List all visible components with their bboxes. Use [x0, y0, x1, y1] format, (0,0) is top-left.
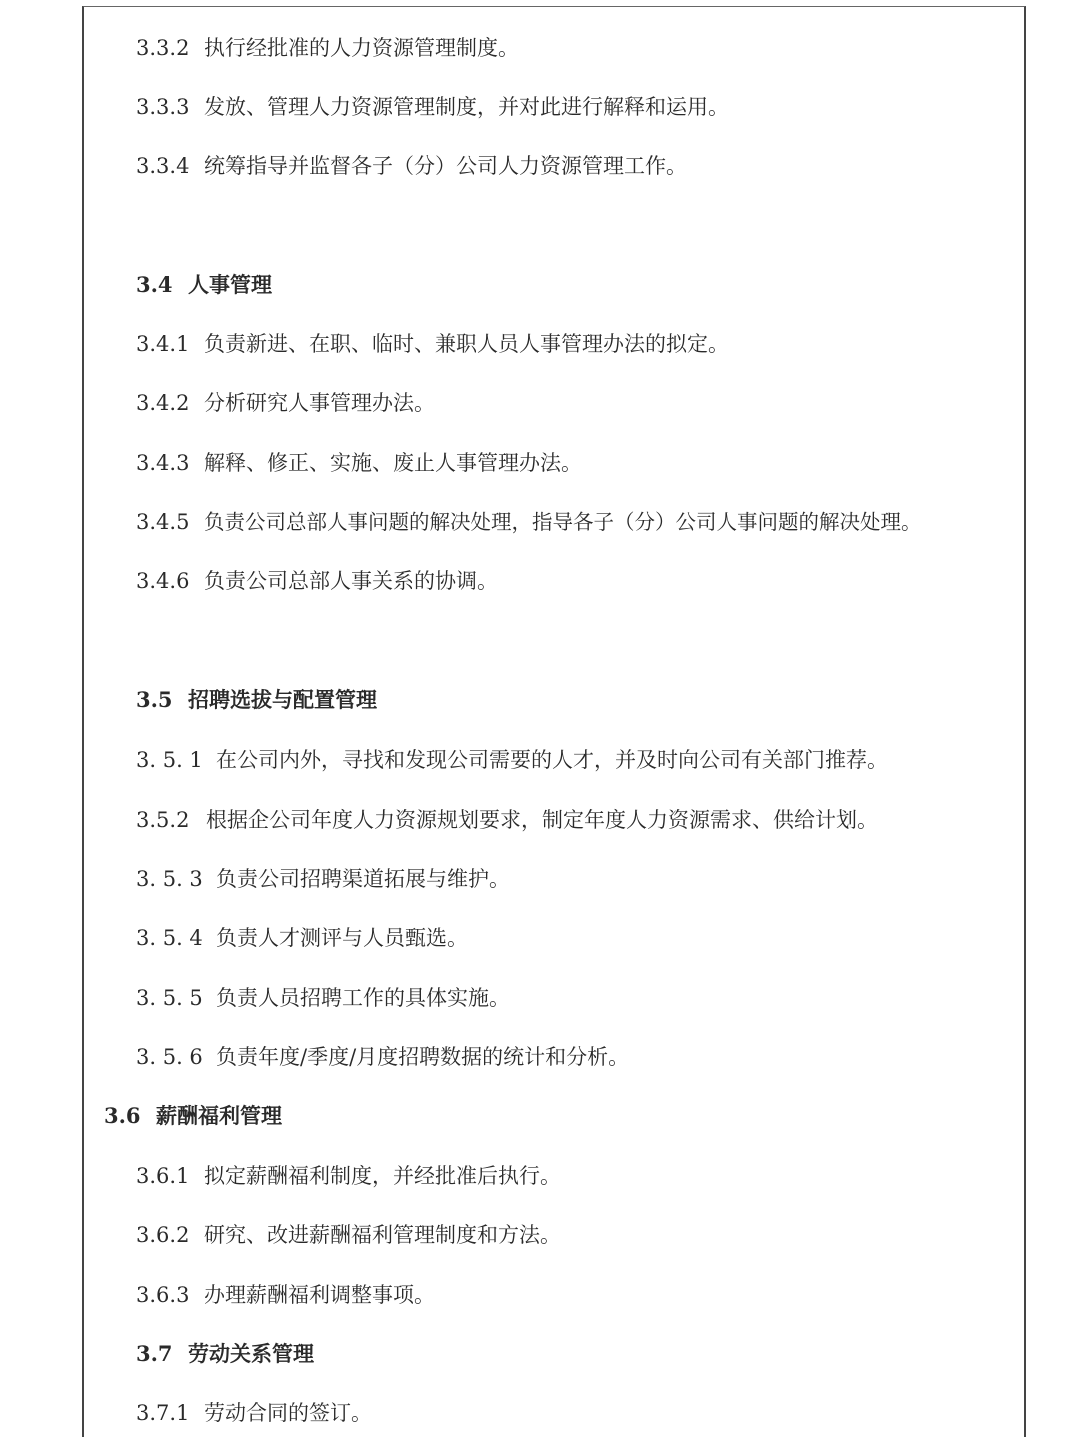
list-item	[136, 1221, 561, 1249]
section-heading	[136, 686, 377, 714]
item-number: 3.6.1	[136, 1164, 190, 1188]
list-item	[136, 1162, 561, 1190]
list-item	[136, 984, 510, 1012]
list-item	[136, 330, 729, 358]
item-text: 负责人员招聘工作的具体实施。	[216, 986, 510, 1010]
item-text: 在公司内外，寻找和发现公司需要的人才，并及时向公司有关部门推荐。	[216, 748, 888, 772]
section-heading	[104, 1102, 282, 1130]
item-text: 解释、修正、实施、废止人事管理办法。	[204, 451, 582, 475]
section-title: 人事管理	[188, 272, 272, 297]
item-number: 3.3.3	[136, 95, 190, 119]
item-number: 3.3.4	[136, 154, 190, 178]
item-number: 3.4.2	[136, 391, 190, 415]
section-heading	[136, 271, 272, 299]
item-text: 研究、改进薪酬福利管理制度和方法。	[204, 1223, 561, 1247]
section-number: 3.4	[136, 272, 173, 297]
item-text: 分析研究人事管理办法。	[204, 391, 435, 415]
item-number: 3.4.5	[136, 510, 190, 534]
section-title: 薪酬福利管理	[156, 1103, 282, 1128]
item-text: 办理薪酬福利调整事项。	[204, 1283, 435, 1307]
list-item	[136, 34, 519, 62]
item-number: 3.4.3	[136, 451, 190, 475]
item-number: 3. 5. 1	[136, 748, 203, 772]
item-text: 负责新进、在职、临时、兼职人员人事管理办法的拟定。	[204, 332, 729, 356]
section-title: 招聘选拔与配置管理	[188, 687, 377, 712]
item-number: 3. 5. 6	[136, 1045, 203, 1069]
list-item	[136, 449, 582, 477]
item-text: 根据企公司年度人力资源规划要求，制定年度人力资源需求、供给计划。	[206, 808, 878, 832]
item-text: 发放、管理人力资源管理制度，并对此进行解释和运用。	[204, 95, 729, 119]
list-item	[136, 508, 922, 536]
list-item	[136, 1399, 372, 1427]
item-number: 3.6.3	[136, 1283, 190, 1307]
list-item	[136, 746, 888, 774]
item-number: 3.3.2	[136, 36, 190, 60]
section-number: 3.6	[104, 1103, 141, 1128]
list-item	[136, 567, 498, 595]
item-text: 负责年度/季度/月度招聘数据的统计和分析。	[216, 1045, 630, 1069]
item-number: 3. 5. 4	[136, 926, 203, 950]
item-text: 负责公司总部人事问题的解决处理，指导各子（分）公司人事问题的解决处理。	[204, 510, 922, 534]
section-number: 3.7	[136, 1341, 173, 1366]
item-number: 3. 5. 5	[136, 986, 203, 1010]
list-item	[136, 152, 687, 180]
item-text: 执行经批准的人力资源管理制度。	[204, 36, 519, 60]
list-item	[136, 1281, 435, 1309]
list-item	[136, 865, 510, 893]
item-text: 负责公司招聘渠道拓展与维护。	[216, 867, 510, 891]
list-item	[136, 389, 435, 417]
item-text: 统筹指导并监督各子（分）公司人力资源管理工作。	[204, 154, 687, 178]
list-item	[136, 93, 729, 121]
item-number: 3.5.2	[136, 808, 190, 832]
item-number: 3. 5. 3	[136, 867, 203, 891]
list-item	[136, 1043, 629, 1071]
item-text: 负责人才测评与人员甄选。	[216, 926, 468, 950]
section-title: 劳动关系管理	[188, 1341, 314, 1366]
section-number: 3.5	[136, 687, 173, 712]
item-number: 3.7.1	[136, 1401, 190, 1425]
item-text: 负责公司总部人事关系的协调。	[204, 569, 498, 593]
item-number: 3.4.1	[136, 332, 190, 356]
section-heading	[136, 1340, 314, 1368]
item-text: 劳动合同的签订。	[204, 1401, 372, 1425]
item-number: 3.4.6	[136, 569, 190, 593]
list-item	[136, 806, 878, 834]
item-text: 拟定薪酬福利制度，并经批准后执行。	[204, 1164, 561, 1188]
list-item	[136, 924, 468, 952]
item-number: 3.6.2	[136, 1223, 190, 1247]
